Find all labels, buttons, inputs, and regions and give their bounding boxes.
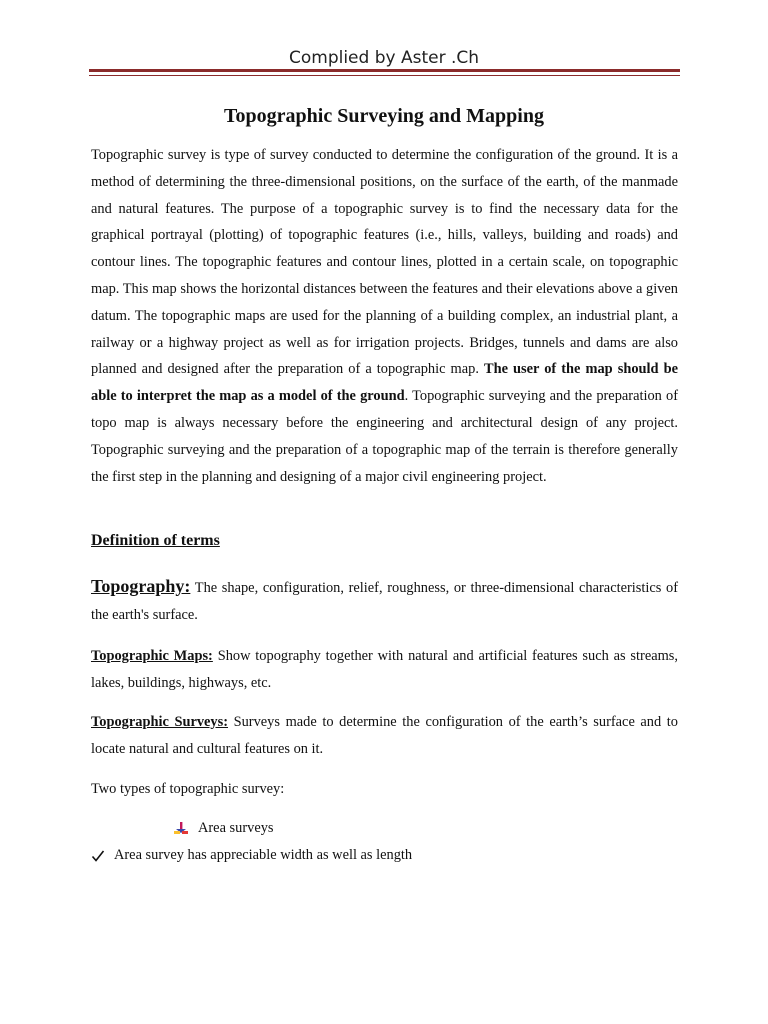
four-color-arrow-bullet-icon	[173, 822, 189, 836]
bullet-item-area-surveys	[173, 820, 274, 837]
intro-paragraph	[91, 142, 678, 490]
term-topographic-surveys	[91, 709, 678, 763]
checkmark-icon	[91, 849, 105, 863]
header-author-text: Complied by Aster .Ch	[288, 48, 480, 68]
term-name: Topographic Surveys:	[91, 714, 229, 730]
term-topography	[91, 573, 678, 629]
document-title: Topographic Surveying and Mapping	[224, 105, 544, 127]
check-item-text: Area survey has appreciable width as well as length	[114, 847, 413, 863]
term-definition: The shape, configuration, relief, roughness, or three-dimensional characteristics of the earth's surface.	[91, 580, 678, 623]
intro-text-part1: Topographic survey is type of survey conducted to determine the configuration of the ground. It is a method of determining the three-dimensional positions, on the surface of the earth, of the manmade and natural features. The purpose of a topographic survey is to find the necessary data for the graphical portrayal (plotting) of topographic features (i.e., hills, valleys, building and roads) and contour lines. The topographic features and contour lines, plotted in a certain scale, on topographic map. This map shows the horizontal distances between the features and their elevations above a given datum. The topographic maps are used for the planning of a building complex, an industrial plant, a railway or a highway project as well as for irrigation projects. Bridges, tunnels and dams are also planned and designed after the preparation of a topographic map.	[91, 147, 678, 378]
header-rule-thick	[89, 69, 680, 72]
types-intro-text: Two types of topographic survey:	[91, 781, 285, 797]
check-item	[91, 847, 412, 864]
definitions-heading: Definition of terms	[91, 532, 220, 549]
term-name: Topographic Maps:	[91, 648, 213, 664]
term-definition: Surveys made to determine the configuration of the earth’s surface and to locate natural and cultural features on it.	[91, 714, 678, 757]
bullet-item-text: Area surveys	[198, 820, 274, 836]
header-rule-thin	[89, 75, 680, 76]
term-topographic-maps	[91, 643, 678, 697]
term-name: Topography:	[91, 576, 191, 596]
intro-bold-sentence: The user of the map should be able to interpret the map as a model of the ground	[91, 361, 678, 405]
intro-text-part2: . Topographic surveying and the preparation of topo map is always necessary before the engineering and architectural design of any project. Topographic surveying and the preparation of a topographic map of the terrain is therefore generally the first step in the planning and designing of a major civil engineering project.	[91, 388, 678, 485]
term-definition: Show topography together with natural and artificial features such as streams, lakes, buildings, highways, etc.	[91, 648, 678, 691]
